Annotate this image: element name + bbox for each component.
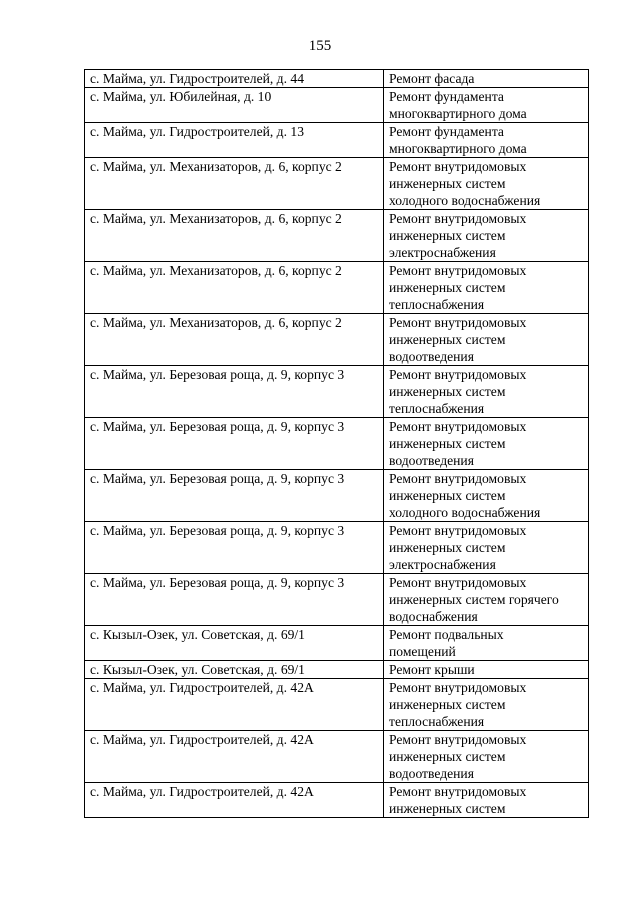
address-cell: с. Майма, ул. Гидростроителей, д. 42А — [85, 731, 384, 783]
table-row — [85, 123, 589, 158]
work-type-cell: Ремонт внутридомовых инженерных систем водоотведения — [384, 418, 589, 470]
table-row — [85, 626, 589, 661]
work-type-cell: Ремонт внутридомовых инженерных систем холодного водоснабжения — [384, 470, 589, 522]
table-row — [85, 574, 589, 626]
address-cell: с. Майма, ул. Юбилейная, д. 10 — [85, 88, 384, 123]
work-type-cell: Ремонт внутридомовых инженерных систем теплоснабжения — [384, 366, 589, 418]
work-type-cell: Ремонт внутридомовых инженерных систем электроснабжения — [384, 522, 589, 574]
address-cell: с. Майма, ул. Березовая роща, д. 9, корпус 3 — [85, 470, 384, 522]
table-row — [85, 70, 589, 88]
table-row — [85, 158, 589, 210]
work-type-cell: Ремонт внутридомовых инженерных систем горячего водоснабжения — [384, 574, 589, 626]
work-type-cell: Ремонт подвальных помещений — [384, 626, 589, 661]
work-type-cell: Ремонт фундамента многоквартирного дома — [384, 88, 589, 123]
table-row — [85, 661, 589, 679]
address-cell: с. Майма, ул. Механизаторов, д. 6, корпус 2 — [85, 158, 384, 210]
table-row — [85, 366, 589, 418]
work-type-cell: Ремонт внутридомовых инженерных систем теплоснабжения — [384, 679, 589, 731]
address-cell: с. Кызыл-Озек, ул. Советская, д. 69/1 — [85, 661, 384, 679]
address-cell: с. Майма, ул. Березовая роща, д. 9, корпус 3 — [85, 418, 384, 470]
table-row — [85, 783, 589, 818]
address-cell: с. Майма, ул. Механизаторов, д. 6, корпус 2 — [85, 210, 384, 262]
table-row — [85, 731, 589, 783]
address-cell: с. Кызыл-Озек, ул. Советская, д. 69/1 — [85, 626, 384, 661]
work-type-cell: Ремонт фундамента многоквартирного дома — [384, 123, 589, 158]
table-row — [85, 418, 589, 470]
address-cell: с. Майма, ул. Березовая роща, д. 9, корпус 3 — [85, 574, 384, 626]
address-cell: с. Майма, ул. Гидростроителей, д. 13 — [85, 123, 384, 158]
work-type-cell: Ремонт внутридомовых инженерных систем — [384, 783, 589, 818]
address-cell: с. Майма, ул. Гидростроителей, д. 44 — [85, 70, 384, 88]
work-type-cell: Ремонт крыши — [384, 661, 589, 679]
table-row — [85, 522, 589, 574]
page-number: 155 — [308, 38, 332, 54]
work-type-cell: Ремонт фасада — [384, 70, 589, 88]
table-row — [85, 210, 589, 262]
address-cell: с. Майма, ул. Механизаторов, д. 6, корпус 2 — [85, 262, 384, 314]
works-table-body — [85, 70, 589, 818]
table-row — [85, 679, 589, 731]
table-row — [85, 314, 589, 366]
address-cell: с. Майма, ул. Березовая роща, д. 9, корпус 3 — [85, 366, 384, 418]
address-cell: с. Майма, ул. Березовая роща, д. 9, корпус 3 — [85, 522, 384, 574]
table-row — [85, 262, 589, 314]
work-type-cell: Ремонт внутридомовых инженерных систем водоотведения — [384, 314, 589, 366]
work-type-cell: Ремонт внутридомовых инженерных систем теплоснабжения — [384, 262, 589, 314]
work-type-cell: Ремонт внутридомовых инженерных систем водоотведения — [384, 731, 589, 783]
address-cell: с. Майма, ул. Механизаторов, д. 6, корпус 2 — [85, 314, 384, 366]
works-table — [84, 69, 589, 818]
table-row — [85, 470, 589, 522]
address-cell: с. Майма, ул. Гидростроителей, д. 42А — [85, 679, 384, 731]
table-row — [85, 88, 589, 123]
work-type-cell: Ремонт внутридомовых инженерных систем электроснабжения — [384, 210, 589, 262]
work-type-cell: Ремонт внутридомовых инженерных систем холодного водоснабжения — [384, 158, 589, 210]
address-cell: с. Майма, ул. Гидростроителей, д. 42А — [85, 783, 384, 818]
